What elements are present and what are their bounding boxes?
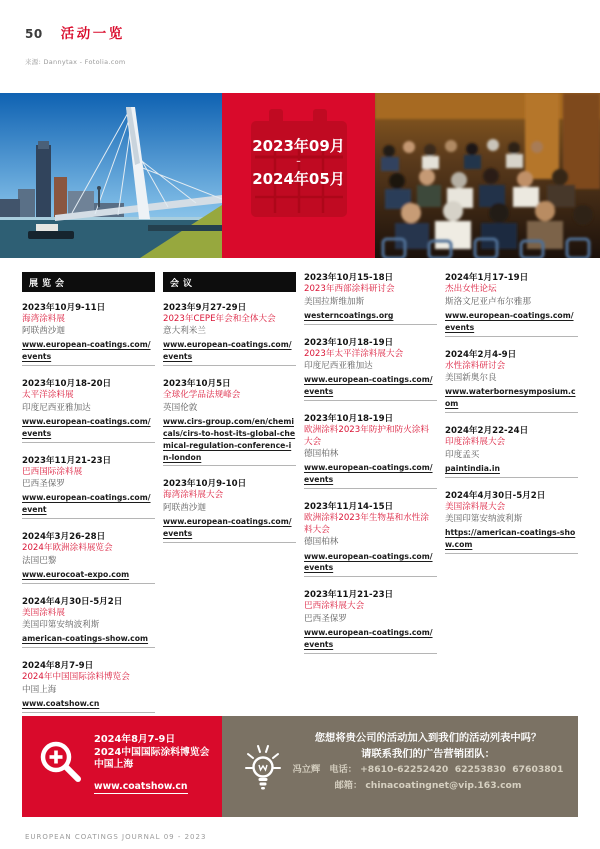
event-date: 2023年10月5日: [163, 379, 231, 390]
hero-date-separator: –: [296, 157, 301, 168]
event-url-link[interactable]: www.european-coatings.com/event: [22, 492, 155, 519]
event-title: 2024年中国国际涂料博览会: [22, 672, 130, 683]
hero-date-to: 2024年05月: [252, 169, 345, 188]
event-location: 阿联酋沙迦: [163, 503, 206, 514]
event-date: 2024年2月22-24日: [445, 426, 529, 437]
event-date: 2023年10月18-19日: [304, 414, 394, 425]
event-location: 美国新奥尔良: [445, 373, 497, 384]
event-title: 欧洲涂料2023年生物基和水性涂料大会: [304, 513, 429, 535]
event-url-link[interactable]: paintindia.in: [445, 463, 578, 478]
event-title: 全球化学品法规峰会: [163, 390, 241, 401]
event-url-link[interactable]: www.european-coatings.com/events: [445, 310, 578, 337]
featured-event-name: 2024中国国际涂料博览会: [94, 746, 210, 758]
event-date: 2024年8月7-9日: [22, 661, 94, 672]
event-title: 海湾涂料展大会: [163, 490, 224, 501]
event-title: 巴西国际涂料展: [22, 466, 83, 477]
event-url-link[interactable]: westerncoatings.org: [304, 310, 437, 325]
event-url-link[interactable]: www.european-coatings.com/events: [163, 339, 296, 366]
event-url-link[interactable]: www.cirs-group.com/en/chemicals/cirs-to-host-its-global-chemical-regulation-conference-in-london: [163, 416, 296, 467]
event-location: 巴西圣保罗: [304, 614, 347, 624]
event-url-link[interactable]: www.european-coatings.com/events: [304, 627, 437, 654]
event-date: 2023年10月9-11日: [22, 302, 106, 313]
column-conferences: [163, 272, 296, 725]
photo-credit: 来源: Dannytax - Fotolia.com: [25, 58, 126, 66]
bottom-promo-band: [22, 716, 578, 817]
featured-event-location: 中国上海: [94, 759, 134, 771]
event-date: 2024年4月30日-5月2日: [22, 596, 123, 607]
page-title: 活动一览: [60, 26, 125, 42]
event-title: 2023年西部涂料研讨会: [304, 284, 395, 295]
journal-footer: EUROPEAN COATINGS JOURNAL 09 - 2023: [25, 833, 207, 841]
event-date: 2023年11月14-15日: [304, 502, 394, 513]
event-entry: [22, 302, 155, 367]
hero-date-from: 2023年09月: [252, 136, 345, 155]
column-conferences-3: [445, 272, 578, 725]
column-conferences-2: [304, 272, 437, 725]
event-location: 阿联酋沙迦: [22, 326, 65, 337]
event-location: 印度尼西亚雅加达: [304, 361, 373, 372]
event-entry: [304, 272, 437, 325]
contact-subtitle: 请联系我们的广告营销团队：: [361, 747, 495, 760]
conferences-header: 会议: [163, 272, 296, 292]
bridge-photo: [0, 93, 222, 258]
event-date: 2023年10月18-20日: [22, 379, 112, 390]
event-entry: [22, 660, 155, 713]
event-url-link[interactable]: www.eurocoat-expo.com: [22, 569, 155, 584]
event-url-link[interactable]: www.european-coatings.com/events: [304, 551, 437, 578]
event-location: 美国拉斯维加斯: [304, 296, 365, 307]
column-exhibitions: [22, 272, 155, 725]
event-title: 美国涂料展: [22, 607, 65, 618]
event-date: 2024年3月26-28日: [22, 532, 106, 543]
date-range-panel: [222, 93, 375, 258]
event-listings: [22, 272, 578, 725]
event-url-link[interactable]: www.european-coatings.com/events: [163, 516, 296, 543]
event-url-link[interactable]: www.european-coatings.com/events: [304, 462, 437, 489]
event-location: 斯洛文尼亚卢布尔雅那: [445, 296, 531, 307]
event-title: 2024年欧洲涂料展览会: [22, 543, 113, 554]
event-location: 法国巴黎: [22, 555, 57, 566]
event-entry: [445, 349, 578, 414]
event-title: 欧洲涂料2023年防护和防火涂料大会: [304, 425, 429, 447]
event-entry: [163, 378, 296, 466]
event-location: 印度孟买: [445, 449, 480, 460]
contact-email-line[interactable]: 邮箱： chinacoatingnet@vip.163.com: [334, 780, 522, 792]
event-title: 2023年太平洋涂料展大会: [304, 348, 404, 359]
event-date: 2024年2月4-9日: [445, 349, 517, 360]
event-location: 印度尼西亚雅加达: [22, 402, 91, 413]
event-title: 印度涂料展大会: [445, 437, 506, 448]
event-url-link[interactable]: www.european-coatings.com/events: [22, 339, 155, 366]
page-number: 50: [25, 27, 43, 41]
event-url-link[interactable]: www.european-coatings.com/events: [304, 374, 437, 401]
lightbulb-icon: [244, 744, 282, 792]
event-date: 2023年10月18-19日: [304, 337, 394, 348]
event-entry: [163, 302, 296, 367]
event-title: 2023年CEPE年会和全体大会: [163, 313, 276, 324]
event-url-link[interactable]: american-coatings-show.com: [22, 633, 155, 648]
event-title: 海湾涂料展: [22, 313, 65, 324]
event-date: 2024年4月30日-5月2日: [445, 490, 546, 501]
event-title: 水性涂料研讨会: [445, 360, 506, 371]
event-location: 德国柏林: [304, 537, 339, 548]
event-url-link[interactable]: https://american-coatings-show.com: [445, 527, 578, 554]
event-entry: [445, 490, 578, 555]
event-date: 2023年11月21-23日: [22, 455, 112, 466]
event-location: 英国伦敦: [163, 402, 198, 413]
magnifier-plus-icon: [37, 738, 83, 784]
exhibitions-header: 展览会: [22, 272, 155, 292]
event-url-link[interactable]: www.waterbornesymposium.com: [445, 386, 578, 413]
featured-event-url-link[interactable]: www.coatshow.cn: [94, 781, 188, 793]
event-url-link[interactable]: www.coatshow.cn: [22, 698, 155, 713]
contact-box: [222, 716, 578, 817]
event-location: 巴西圣保罗: [22, 479, 65, 490]
event-title: 美国涂料展大会: [445, 501, 506, 512]
event-entry: [304, 501, 437, 577]
event-entry: [304, 589, 437, 654]
event-entry: [445, 272, 578, 337]
event-date: 2023年10月9-10日: [163, 479, 247, 490]
event-entry: [163, 478, 296, 543]
event-entry: [304, 337, 437, 402]
hero-band: [0, 93, 600, 258]
event-title: 太平洋涂料展: [22, 390, 74, 401]
event-date: 2023年11月21-23日: [304, 590, 394, 601]
contact-question: 您想将贵公司的活动加入到我们的活动列表中吗？: [314, 732, 542, 744]
event-url-link[interactable]: www.european-coatings.com/events: [22, 416, 155, 443]
event-location: 美国印第安纳波利斯: [22, 620, 100, 631]
event-location: 意大利米兰: [163, 326, 206, 337]
featured-event-date: 2024年8月7-9日: [94, 734, 176, 745]
event-entry: [22, 378, 155, 443]
contact-phone-line: 冯立辉 电话： +8610-62252420 62253830 67603801: [292, 764, 564, 776]
featured-event-box: [22, 716, 222, 817]
event-title: 杰出女性论坛: [445, 284, 497, 295]
page-header: [25, 22, 125, 42]
event-entry: [22, 596, 155, 649]
event-date: 2023年10月15-18日: [304, 273, 394, 283]
event-entry: [22, 531, 155, 584]
event-date: 2023年9月27-29日: [163, 302, 247, 313]
hero-date-range: [252, 137, 345, 189]
event-location: 德国柏林: [304, 449, 339, 460]
event-entry: [445, 425, 578, 478]
event-entry: [304, 413, 437, 489]
audience-photo: [375, 93, 600, 258]
event-title: 巴西涂料展大会: [304, 601, 365, 612]
event-date: 2024年1月17-19日: [445, 273, 529, 283]
event-entry: [22, 455, 155, 520]
event-location: 美国印第安纳波利斯: [445, 514, 523, 525]
event-location: 中国上海: [22, 684, 57, 695]
